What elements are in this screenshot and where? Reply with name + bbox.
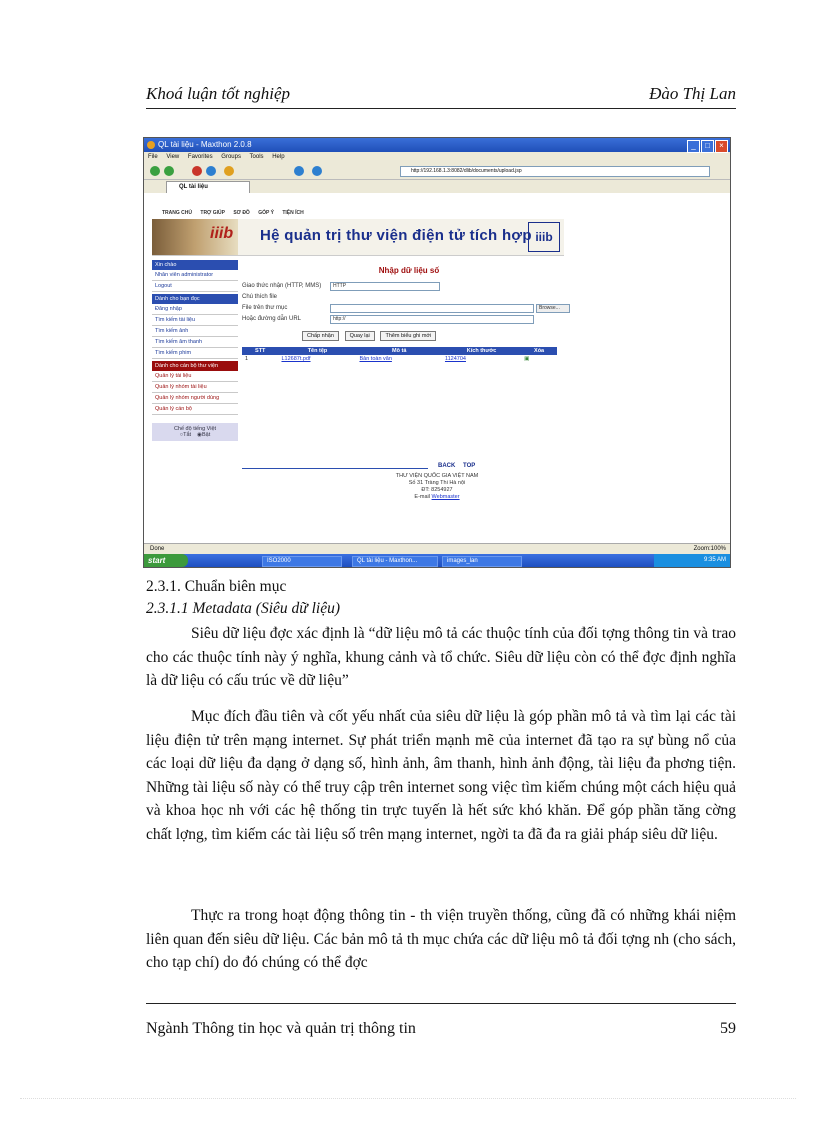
protocol-row — [242, 283, 576, 292]
refresh-icon[interactable] — [206, 166, 216, 176]
browse-button[interactable]: Browse... — [536, 304, 570, 313]
section-heading: 2.3.1. Chuẩn biên mục — [146, 578, 287, 595]
footer-email-label: E-mail — [414, 494, 431, 500]
windows-taskbar — [144, 554, 730, 567]
sidebar-item-search-audio[interactable]: Tìm kiếm âm thanh — [152, 337, 238, 348]
menu-favorites[interactable]: Favorites — [187, 154, 213, 160]
history-icon[interactable] — [294, 166, 304, 176]
cell-file-link[interactable]: L12687t.pdf — [281, 356, 311, 362]
protocol-select[interactable]: HTTP — [330, 282, 440, 291]
footer-address: Số 31 Tràng Thi Hà nội — [408, 480, 466, 486]
form-buttons — [302, 331, 576, 341]
paragraph-1-text: Siêu dữ liệu đợc xác định là “dữ liệu mô tả các thuộc tính của đối tợng thông tin và trao cho các thuộc tính này ý nghĩa, khung cảnh và tổ chức. Siêu dữ liệu còn có thể đợc định nghĩa là dữ liệu có cấu trúc về dữ liệu” — [146, 625, 736, 690]
form-heading: Nhập dữ liệu số — [378, 266, 440, 275]
sidebar-item-login[interactable]: Đăng nhập — [152, 304, 238, 315]
col-stt: STT — [242, 347, 278, 355]
tab-bar — [144, 180, 730, 194]
sidebar-item-manage-doc-groups[interactable]: Quản lý nhóm tài liệu — [152, 382, 238, 393]
sidebar-staff-header: Dành cho cán bộ thư viện — [152, 361, 238, 371]
menu-help[interactable]: Help — [272, 154, 285, 160]
close-icon[interactable]: × — [715, 140, 728, 153]
file-table — [242, 347, 557, 363]
cell-size-link[interactable]: 1124704 — [444, 356, 466, 362]
home-icon[interactable] — [224, 166, 234, 176]
footer-rule-line — [146, 1003, 736, 1004]
site-footer — [144, 473, 730, 501]
sidebar-item-search-docs[interactable]: Tìm kiếm tài liệu — [152, 315, 238, 326]
col-name: Tên tệp — [278, 347, 356, 355]
top-link[interactable]: TOP — [463, 463, 476, 469]
url-label: Hoặc đường dẫn URL — [242, 316, 301, 322]
file-input[interactable] — [330, 304, 534, 313]
col-desc: Mô tả — [356, 347, 441, 355]
file-row — [242, 305, 576, 314]
sidebar-item-manage-docs[interactable]: Quản lý tài liệu — [152, 371, 238, 382]
temple-logo-icon: iiib — [528, 222, 560, 252]
menu-view[interactable]: View — [166, 154, 180, 160]
paragraph-2 — [146, 705, 736, 847]
site-banner — [152, 219, 564, 256]
sidebar-item-manage-user-groups[interactable]: Quản lý nhóm người dùng — [152, 393, 238, 404]
lang-off-label: Tắt — [183, 432, 192, 438]
back-top-links — [432, 463, 475, 469]
back-link[interactable]: BACK — [438, 463, 456, 469]
page-edge — [20, 1098, 796, 1099]
delete-icon[interactable]: ▣ — [524, 356, 530, 362]
footer-left: Ngành Thông tin học và quản trị thông tin — [146, 1020, 416, 1037]
page-number: 59 — [720, 1020, 736, 1037]
paragraph-3 — [146, 904, 736, 975]
upload-form — [242, 258, 576, 363]
taskbar-item-browser[interactable]: QL tài liệu - Maxthon... — [352, 556, 438, 567]
minimize-icon[interactable]: _ — [687, 140, 700, 153]
back-icon[interactable] — [150, 166, 160, 176]
url-row — [242, 316, 576, 325]
cell-stt: 1 — [245, 356, 249, 362]
sidebar-logout[interactable]: Logout — [152, 281, 238, 292]
menu-file[interactable]: File — [148, 154, 158, 160]
language-toggle — [152, 423, 238, 441]
header-right: Đào Thị Lan — [649, 84, 736, 103]
taskbar-item-images[interactable]: images_lan — [442, 556, 522, 567]
footer-rule — [242, 468, 428, 469]
nav-feedback[interactable]: GÓP Ý — [258, 210, 274, 216]
sidebar-item-search-video[interactable]: Tìm kiếm phim — [152, 348, 238, 359]
col-size: Kích thước — [442, 347, 521, 355]
header-rule — [146, 108, 736, 109]
site-sidebar — [152, 258, 238, 441]
forward-icon[interactable] — [164, 166, 174, 176]
table-row — [242, 355, 557, 363]
maximize-icon[interactable]: □ — [701, 140, 714, 153]
header-left: Khoá luận tốt nghiệp — [146, 84, 291, 103]
sidebar-item-search-images[interactable]: Tìm kiếm ảnh — [152, 326, 238, 337]
banner-title: Hệ quản trị thư viện điện tử tích hợp — [260, 227, 532, 244]
status-text: Done — [150, 546, 165, 552]
col-delete: Xóa — [521, 347, 557, 355]
menu-groups[interactable]: Groups — [221, 154, 241, 160]
page-footer — [146, 1020, 736, 1038]
lang-on-label: Bật — [201, 432, 211, 438]
sidebar-welcome: Xin chào — [152, 260, 238, 270]
window-titlebar — [144, 138, 730, 152]
lang-off-radio[interactable]: ○ — [179, 432, 184, 438]
note-row — [242, 294, 576, 303]
nav-help[interactable]: TRỢ GIÚP — [200, 210, 225, 216]
browser-screenshot — [143, 137, 731, 568]
url-input[interactable]: http:// — [330, 315, 534, 324]
start-button[interactable]: start — [144, 554, 188, 567]
protocol-label: Giao thức nhận (HTTP, MMS) — [242, 283, 322, 289]
tab-ql-tai-lieu[interactable]: QL tài liệu — [166, 181, 250, 194]
language-label: Chế độ tiếng Việt — [173, 426, 217, 432]
paragraph-2-text: Mục đích đầu tiên và cốt yếu nhất của siêu dữ liệu là góp phần mô tả và tìm lại các tài liệu điện tử trên mạng internet. Sự phát triển mạnh mẽ của internet đã tạo ra sự bùng nổ của các loại dữ liệu đa dạng ở dạng số, hình ảnh, âm thanh, hình ảnh động, tài liệu đa phơng tiện. Những tài liệu số này có thể truy cập trên internet song việc tìm kiếm chúng một cách hiệu quả và khoa học nh với các hệ thống tin trực tuyến là hết sức khó khăn. Để góp phần tăng cờng chất lợng, tìm kiếm các tài liệu số trên mạng internet, ngời ta đã đa ra giải pháp siêu dữ liệu. — [146, 708, 736, 843]
footer-org: THƯ VIỆN QUỐC GIA VIỆT NAM — [395, 473, 479, 479]
accept-button[interactable]: Chấp nhận — [302, 331, 339, 341]
browser-toolbar — [144, 163, 730, 180]
nav-sitemap[interactable]: SƠ ĐỒ — [233, 210, 250, 216]
cell-desc-link[interactable]: Bản toàn văn — [359, 356, 392, 362]
webmaster-link[interactable]: Webmaster — [431, 494, 460, 500]
clock: 9:35 AM — [703, 557, 726, 563]
window-controls — [686, 139, 728, 153]
app-icon — [147, 141, 155, 149]
sidebar-reader-header: Dành cho bạn đọc — [152, 294, 238, 304]
subsection-heading: 2.3.1.1 Metadata (Siêu dữ liệu) — [146, 600, 340, 617]
taskbar-item-iso[interactable]: ISO2000 — [262, 556, 342, 567]
back-button[interactable]: Quay lại — [345, 331, 375, 341]
lang-on-radio[interactable]: ◉ — [197, 432, 202, 438]
nav-home[interactable]: TRANG CHỦ — [162, 210, 192, 216]
search-icon[interactable] — [312, 166, 322, 176]
sidebar-item-manage-staff[interactable]: Quản lý cán bộ — [152, 404, 238, 415]
zoom-level[interactable]: Zoom:100% — [693, 546, 726, 552]
stop-icon[interactable] — [192, 166, 202, 176]
footer-phone: ĐT: 8254927 — [421, 487, 453, 493]
menu-tools[interactable]: Tools — [249, 154, 264, 160]
footer-email — [144, 494, 730, 501]
sidebar-user: Nhân viên administrator — [152, 270, 238, 281]
address-bar[interactable]: http://192.168.1.3:8082/dlib/documents/upload.jsp — [400, 166, 710, 177]
add-record-button[interactable]: Thêm biểu ghi mới — [380, 331, 436, 341]
web-page — [144, 193, 730, 544]
paragraph-1 — [146, 622, 736, 693]
window-title: QL tài liệu - Maxthon 2.0.8 — [158, 140, 252, 149]
system-tray — [654, 554, 730, 567]
menu-bar — [144, 152, 730, 163]
paragraph-3-text: Thực ra trong hoạt động thông tin - th viện truyền thống, cũng đã có những khái niệm liên quan đến siêu dữ liệu. Các bản mô tả th mục chứa các dữ liệu mô tả đối tợng nh (cho sách, cho tạp chí) do đó chúng có thể đợc — [146, 907, 736, 972]
note-label: Chú thích file — [242, 294, 278, 300]
nav-utilities[interactable]: TIỆN ÍCH — [282, 210, 304, 216]
file-label: File trên thư mục — [242, 305, 288, 311]
banner-logo: iiib — [210, 225, 234, 242]
site-top-nav — [162, 210, 311, 216]
table-header-row — [242, 347, 557, 355]
